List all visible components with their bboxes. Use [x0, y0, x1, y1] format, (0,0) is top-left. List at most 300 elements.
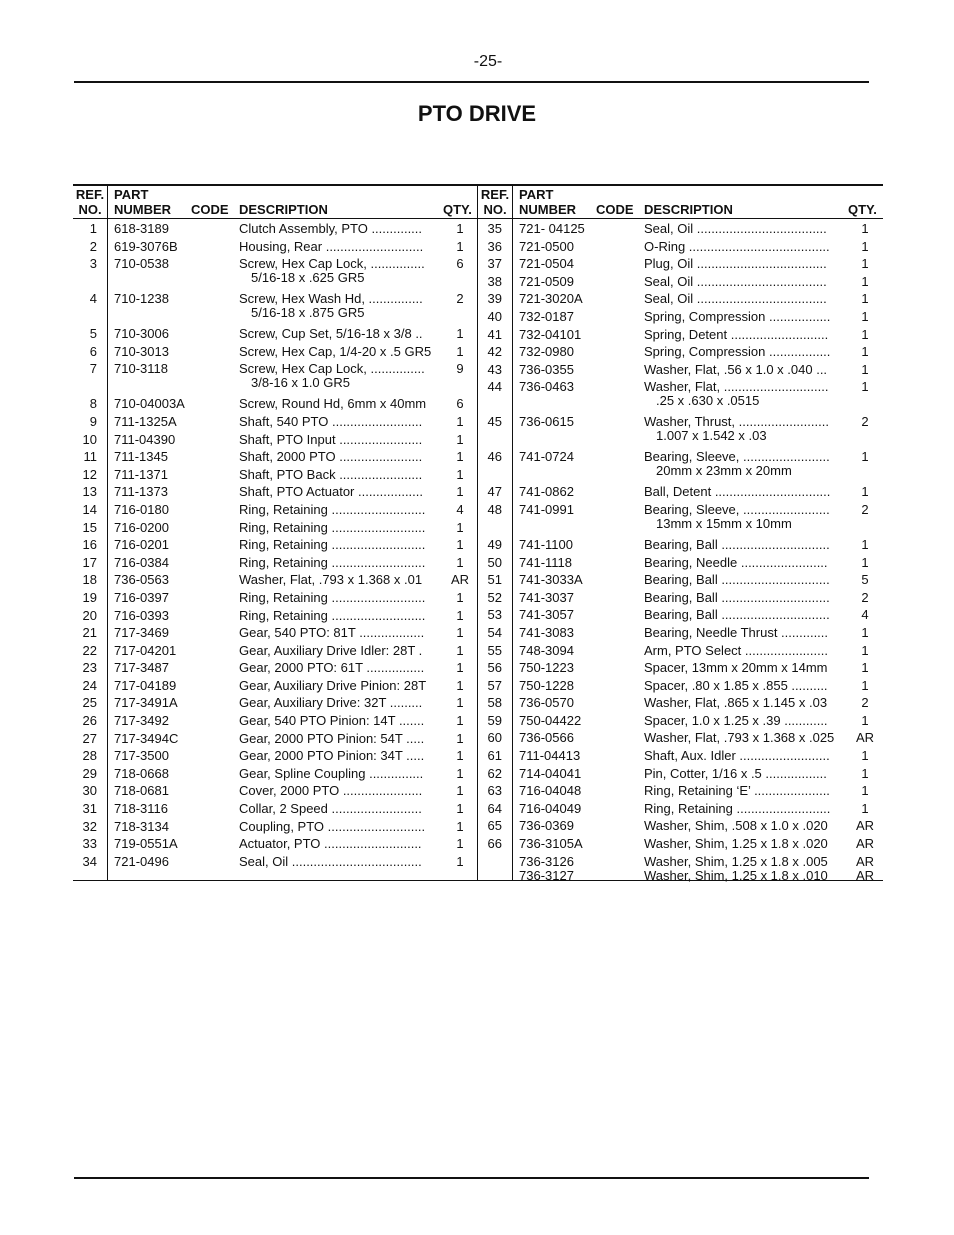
part-description — [644, 713, 847, 728]
description-line: Gear, Auxiliary Drive Idler: 28T . — [239, 642, 423, 658]
quantity: 2 — [861, 501, 869, 517]
description-line: Ring, Retaining .......................... — [239, 501, 426, 517]
table-row — [478, 379, 883, 414]
description-line: Washer, Thrust, ......................... — [644, 414, 829, 430]
ref-number: 59 — [487, 712, 502, 728]
part-number: 710-3013 — [114, 343, 169, 359]
description-line: Spacer, .80 x 1.85 x .855 .......... — [644, 677, 828, 693]
quantity: 1 — [861, 291, 869, 307]
table-row — [73, 537, 478, 555]
quantity: 1 — [456, 589, 464, 605]
part-number: 721-0500 — [519, 238, 574, 254]
quantity: 1 — [861, 783, 869, 799]
table-row — [73, 608, 478, 626]
header-description: DESCRIPTION — [239, 202, 328, 217]
part-number: 710-3006 — [114, 326, 169, 342]
quantity: 1 — [456, 326, 464, 342]
description-line: Spring, Compression ................. — [644, 308, 831, 324]
table-row — [478, 484, 883, 502]
quantity: 1 — [861, 238, 869, 254]
part-description — [644, 239, 847, 254]
table-row — [478, 344, 883, 362]
part-number: 721-0504 — [519, 256, 574, 272]
part-description — [239, 537, 442, 552]
description-line: Ring, Retaining .......................... — [239, 537, 426, 553]
table-row — [478, 274, 883, 292]
table-row — [73, 326, 478, 344]
ref-number: 60 — [487, 730, 502, 746]
table-row — [478, 643, 883, 661]
quantity: 1 — [456, 625, 464, 641]
part-number: 710-3118 — [114, 361, 168, 377]
header-rule — [74, 81, 869, 83]
ref-number: 9 — [89, 413, 97, 429]
quantity: 1 — [861, 379, 869, 395]
part-description — [644, 362, 847, 377]
header-description: DESCRIPTION — [644, 202, 733, 217]
part-description — [644, 695, 847, 710]
table-row — [73, 414, 478, 432]
table-row — [73, 713, 478, 731]
quantity: 1 — [861, 624, 869, 640]
part-number: 736-0615 — [519, 414, 574, 430]
part-number: 718-0668 — [114, 765, 169, 781]
part-number: 716-0384 — [114, 554, 169, 570]
table-row — [73, 836, 478, 854]
part-number: 710-04003A — [114, 396, 185, 412]
description-line: Housing, Rear ........................... — [239, 238, 424, 254]
part-description — [239, 801, 442, 816]
ref-number: 7 — [89, 361, 97, 377]
quantity: 1 — [456, 836, 464, 852]
description-line: Gear, Spline Coupling ............... — [239, 765, 424, 781]
part-description — [239, 625, 442, 640]
part-description — [239, 766, 442, 781]
ref-number: 37 — [487, 256, 502, 272]
part-number: 736-3126 — [519, 853, 574, 869]
ref-number: 21 — [82, 625, 97, 641]
part-description — [239, 502, 442, 517]
ref-number: 24 — [82, 677, 97, 693]
part-description — [644, 730, 847, 745]
part-description — [239, 748, 442, 763]
part-description — [239, 713, 442, 728]
table-row — [478, 291, 883, 309]
header-part: PART NUMBER — [519, 187, 577, 217]
quantity: AR — [855, 818, 875, 834]
table-row — [478, 327, 883, 345]
part-description — [239, 396, 442, 411]
part-description — [239, 467, 442, 482]
part-number: 736-0566 — [519, 730, 574, 746]
table-row — [478, 607, 883, 625]
ref-number: 49 — [487, 536, 502, 552]
table-row — [478, 414, 883, 449]
description-line: Gear, 540 PTO: 81T .................. — [239, 625, 425, 641]
table-row — [73, 449, 478, 467]
header-code: CODE — [191, 202, 229, 217]
description-detail: 5/16-18 x .875 GR5 — [251, 305, 365, 320]
table-row — [73, 766, 478, 784]
ref-number: 8 — [89, 396, 97, 412]
table-row — [73, 291, 478, 326]
quantity: 1 — [456, 607, 464, 623]
quantity: 1 — [456, 695, 464, 711]
part-number: 736-0355 — [519, 361, 574, 377]
ref-number: 23 — [82, 660, 97, 676]
quantity: 1 — [861, 800, 869, 816]
part-number: 750-1228 — [519, 677, 574, 693]
description-line: Shaft, PTO Input ....................... — [239, 431, 423, 447]
table-row — [73, 731, 478, 749]
ref-number: 53 — [487, 607, 502, 623]
part-description — [644, 309, 847, 324]
description-line: Ring, Retaining .......................... — [644, 800, 831, 816]
description-line: Ring, Retaining .......................... — [239, 607, 426, 623]
part-number: 741-3033A — [519, 572, 583, 588]
ref-number: 13 — [82, 484, 97, 500]
description-line: Spring, Detent ........................... — [644, 326, 829, 342]
part-number: 716-04049 — [519, 800, 582, 816]
quantity: 4 — [861, 607, 869, 623]
quantity: AR — [450, 572, 470, 588]
table-row — [478, 730, 883, 748]
table-row — [73, 256, 478, 291]
part-number: 714-04041 — [519, 765, 582, 781]
description-detail: 13mm x 15mm x 10mm — [656, 515, 792, 530]
description-line: Arm, PTO Select ....................... — [644, 642, 828, 658]
part-number: 717-3491A — [114, 695, 178, 711]
table-row — [478, 818, 883, 836]
quantity: 1 — [861, 273, 869, 289]
description-line: Ring, Retaining .......................... — [239, 589, 426, 605]
description-line: Seal, Oil .................................... — [644, 221, 827, 236]
part-description — [239, 344, 442, 359]
quantity: 5 — [861, 572, 869, 588]
table-row — [478, 783, 883, 801]
part-number: 718-3116 — [114, 801, 168, 817]
ref-number: 61 — [487, 748, 502, 764]
part-number: 750-1223 — [519, 660, 574, 676]
quantity: 1 — [456, 783, 464, 799]
description-line: Shaft, PTO Back ....................... — [239, 466, 423, 482]
ref-number: 43 — [487, 361, 502, 377]
quantity: 1 — [861, 536, 869, 552]
part-description — [644, 766, 847, 781]
description-line: Ring, Retaining ‘E’ ..................... — [644, 783, 830, 799]
quantity: 1 — [456, 730, 464, 746]
description-line: Shaft, 540 PTO ......................... — [239, 413, 423, 429]
part-description — [239, 326, 442, 341]
quantity: 1 — [861, 256, 869, 272]
part-description — [644, 414, 847, 442]
description-line: Screw, Hex Cap, 1/4-20 x .5 GR5 — [239, 343, 432, 359]
part-description — [644, 327, 847, 342]
part-number: 721-0496 — [114, 853, 169, 869]
quantity: 1 — [456, 677, 464, 693]
ref-number: 55 — [487, 642, 502, 658]
ref-number: 5 — [89, 326, 97, 342]
description-line: Seal, Oil .................................... — [239, 853, 422, 869]
part-description — [644, 256, 847, 271]
table-row — [478, 502, 883, 537]
description-line: Spring, Compression ................. — [644, 344, 831, 360]
ref-number: 12 — [82, 466, 97, 482]
part-number: 741-0862 — [519, 484, 574, 500]
table-row — [73, 572, 478, 590]
description-line: Gear, Auxiliary Drive: 32T ......... — [239, 695, 423, 711]
part-number: 736-0570 — [519, 695, 574, 711]
part-number: 711-04413 — [519, 748, 581, 764]
part-number: 741-3057 — [519, 607, 574, 623]
quantity: 1 — [861, 712, 869, 728]
header-part: PART NUMBER — [114, 187, 172, 217]
part-description — [239, 678, 442, 693]
quantity: 1 — [456, 642, 464, 658]
quantity: 1 — [456, 853, 464, 869]
quantity: 1 — [456, 519, 464, 535]
ref-number: 57 — [487, 677, 502, 693]
table-row — [73, 783, 478, 801]
part-number: 618-3189 — [114, 221, 169, 236]
table-row — [478, 537, 883, 555]
part-number: 716-0180 — [114, 501, 169, 517]
page-title: PTO DRIVE — [417, 101, 537, 126]
part-description — [644, 836, 847, 851]
quantity: 1 — [456, 449, 464, 465]
description-line: Spacer, 1.0 x 1.25 x .39 ............ — [644, 712, 828, 728]
ref-number: 56 — [487, 660, 502, 676]
description-line: Shaft, PTO Actuator .................. — [239, 484, 423, 500]
table-row — [73, 396, 478, 414]
part-description — [239, 731, 442, 746]
page-number: -25- — [473, 53, 503, 70]
quantity: 1 — [456, 238, 464, 254]
ref-number: 51 — [487, 572, 502, 588]
part-number: 716-0393 — [114, 607, 169, 623]
table-row — [478, 713, 883, 731]
part-number: 741-1100 — [519, 536, 573, 552]
ref-number: 22 — [82, 642, 97, 658]
part-description — [239, 221, 442, 236]
description-line: Shaft, 2000 PTO ....................... — [239, 449, 423, 465]
description-line: Washer, Shim, 1.25 x 1.8 x .020 — [644, 836, 828, 852]
part-description — [239, 836, 442, 851]
description-line: Bearing, Ball .............................. — [644, 572, 830, 588]
part-description — [644, 607, 847, 622]
table-row — [478, 362, 883, 380]
description-line: Washer, Shim, 1.25 x 1.8 x .010 — [644, 867, 828, 883]
quantity: 4 — [456, 501, 464, 517]
quantity: 1 — [861, 326, 869, 342]
table-row — [478, 309, 883, 327]
part-description — [644, 537, 847, 552]
description-line: Seal, Oil .................................... — [644, 291, 827, 307]
ref-number: 27 — [82, 730, 97, 746]
part-description — [644, 379, 847, 407]
description-line: Gear, 2000 PTO Pinion: 34T ..... — [239, 748, 425, 764]
part-description — [644, 291, 847, 306]
part-description — [644, 801, 847, 816]
part-number: 719-0551A — [114, 836, 178, 852]
table-row — [73, 660, 478, 678]
part-number: 717-04201 — [114, 642, 177, 658]
table-row — [478, 555, 883, 573]
table-row — [73, 748, 478, 766]
part-description — [644, 748, 847, 763]
parts-list-right — [478, 221, 883, 882]
part-description — [239, 695, 442, 710]
description-detail: 1.007 x 1.542 x .03 — [656, 428, 767, 443]
description-line: Washer, Flat, .793 x 1.368 x .025 — [644, 730, 835, 746]
ref-number: 58 — [487, 695, 502, 711]
quantity: 1 — [456, 801, 464, 817]
description-line: Cover, 2000 PTO ...................... — [239, 783, 423, 799]
quantity: AR — [855, 836, 875, 852]
description-line: Gear, 2000 PTO: 61T ................ — [239, 660, 425, 676]
part-description — [644, 572, 847, 587]
part-description — [239, 555, 442, 570]
part-number: 736-0369 — [519, 818, 574, 834]
parts-list-left — [73, 221, 478, 871]
part-number: 741-3083 — [519, 624, 574, 640]
description-line: Washer, Flat, .793 x 1.368 x .01 — [239, 572, 423, 588]
part-description — [644, 484, 847, 499]
table-row — [478, 695, 883, 713]
table-row — [73, 678, 478, 696]
ref-number: 1 — [89, 221, 97, 236]
part-number: 718-0681 — [114, 783, 169, 799]
ref-number: 28 — [82, 748, 97, 764]
description-line: Gear, 540 PTO Pinion: 14T ....... — [239, 713, 425, 729]
quantity: 1 — [456, 818, 464, 834]
description-line: Screw, Cup Set, 5/16-18 x 3/8 .. — [239, 326, 423, 342]
ref-number: 14 — [82, 501, 97, 517]
quantity: 1 — [861, 677, 869, 693]
quantity: 1 — [456, 748, 464, 764]
ref-number: 38 — [487, 273, 502, 289]
ref-number: 40 — [487, 308, 502, 324]
part-number: 721-3020A — [519, 291, 583, 307]
quantity: 1 — [456, 554, 464, 570]
table-row — [478, 590, 883, 608]
ref-number: 48 — [487, 501, 502, 517]
part-description — [239, 608, 442, 623]
part-number: 717-04189 — [114, 677, 177, 693]
table-row — [478, 572, 883, 590]
description-line: Washer, Shim, 1.25 x 1.8 x .005 — [644, 853, 828, 869]
description-line: O-Ring ....................................... — [644, 238, 830, 254]
part-number: 717-3492 — [114, 713, 169, 729]
table-row — [478, 449, 883, 484]
part-number: 716-0397 — [114, 589, 169, 605]
ref-number: 18 — [82, 572, 97, 588]
part-number: 717-3500 — [114, 748, 169, 764]
quantity: 1 — [456, 221, 464, 236]
ref-number: 34 — [82, 853, 97, 869]
ref-number: 36 — [487, 238, 502, 254]
part-number: 716-0200 — [114, 519, 169, 535]
ref-number: 20 — [82, 607, 97, 623]
part-description — [239, 414, 442, 429]
ref-number: 26 — [82, 713, 97, 729]
part-description — [239, 432, 442, 447]
part-description — [644, 868, 847, 883]
ref-number: 30 — [82, 783, 97, 799]
quantity: AR — [855, 867, 875, 883]
part-description — [239, 660, 442, 675]
ref-number: 47 — [487, 484, 502, 500]
part-description — [239, 590, 442, 605]
table-row — [478, 239, 883, 257]
part-number: 741-0991 — [519, 501, 574, 517]
table-row — [73, 520, 478, 538]
part-description — [239, 819, 442, 834]
quantity: 1 — [861, 554, 869, 570]
ref-number: 62 — [487, 765, 502, 781]
part-description — [239, 256, 442, 284]
description-line: Actuator, PTO ........................... — [239, 836, 422, 852]
part-number: 736-0463 — [519, 379, 574, 395]
description-line: Ring, Retaining .......................... — [239, 519, 426, 535]
part-description — [644, 274, 847, 289]
part-number: 741-1118 — [519, 554, 573, 570]
ref-number: 66 — [487, 836, 502, 852]
description-detail: .25 x .630 x .0515 — [656, 393, 760, 408]
ref-number: 11 — [83, 449, 97, 465]
part-number: 732-04101 — [519, 326, 582, 342]
header-qty: QTY. — [443, 202, 472, 217]
table-row — [478, 854, 883, 868]
header-ref: REF. NO. — [75, 187, 105, 217]
description-line: Ring, Retaining .......................... — [239, 554, 426, 570]
description-detail: 20mm x 23mm x 20mm — [656, 463, 792, 478]
table-row — [73, 590, 478, 608]
description-line: Screw, Hex Cap Lock, ............... — [239, 256, 425, 272]
quantity: 6 — [456, 256, 464, 272]
ref-number: 42 — [487, 344, 502, 360]
part-description — [239, 291, 442, 319]
quantity: 1 — [861, 221, 869, 236]
quantity: 1 — [861, 484, 869, 500]
ref-number: 39 — [487, 291, 502, 307]
part-number: 721- 04125 — [519, 221, 585, 236]
ref-number: 46 — [487, 449, 502, 465]
ref-number: 64 — [487, 800, 502, 816]
part-number: 736-3105A — [519, 836, 583, 852]
ref-number: 17 — [82, 554, 97, 570]
description-line: Collar, 2 Speed ......................... — [239, 801, 422, 817]
part-description — [644, 678, 847, 693]
part-number: 710-1238 — [114, 291, 169, 307]
part-number: 619-3076B — [114, 238, 178, 254]
description-line: Plug, Oil .................................... — [644, 256, 827, 272]
quantity: 1 — [861, 660, 869, 676]
part-description — [644, 221, 847, 236]
description-line: Gear, 2000 PTO Pinion: 54T ..... — [239, 730, 425, 746]
table-row — [73, 239, 478, 257]
part-description — [644, 590, 847, 605]
description-line: Washer, Flat, .865 x 1.145 x .03 — [644, 695, 828, 711]
quantity: 1 — [861, 748, 869, 764]
description-line: Pin, Cotter, 1/16 x .5 ................. — [644, 765, 827, 781]
table-row — [73, 467, 478, 485]
ref-number: 2 — [89, 238, 97, 254]
part-number: 750-04422 — [519, 712, 582, 728]
description-line: Washer, Shim, .508 x 1.0 x .020 — [644, 818, 828, 834]
part-description — [239, 783, 442, 798]
part-number: 711-1325A — [114, 413, 177, 429]
